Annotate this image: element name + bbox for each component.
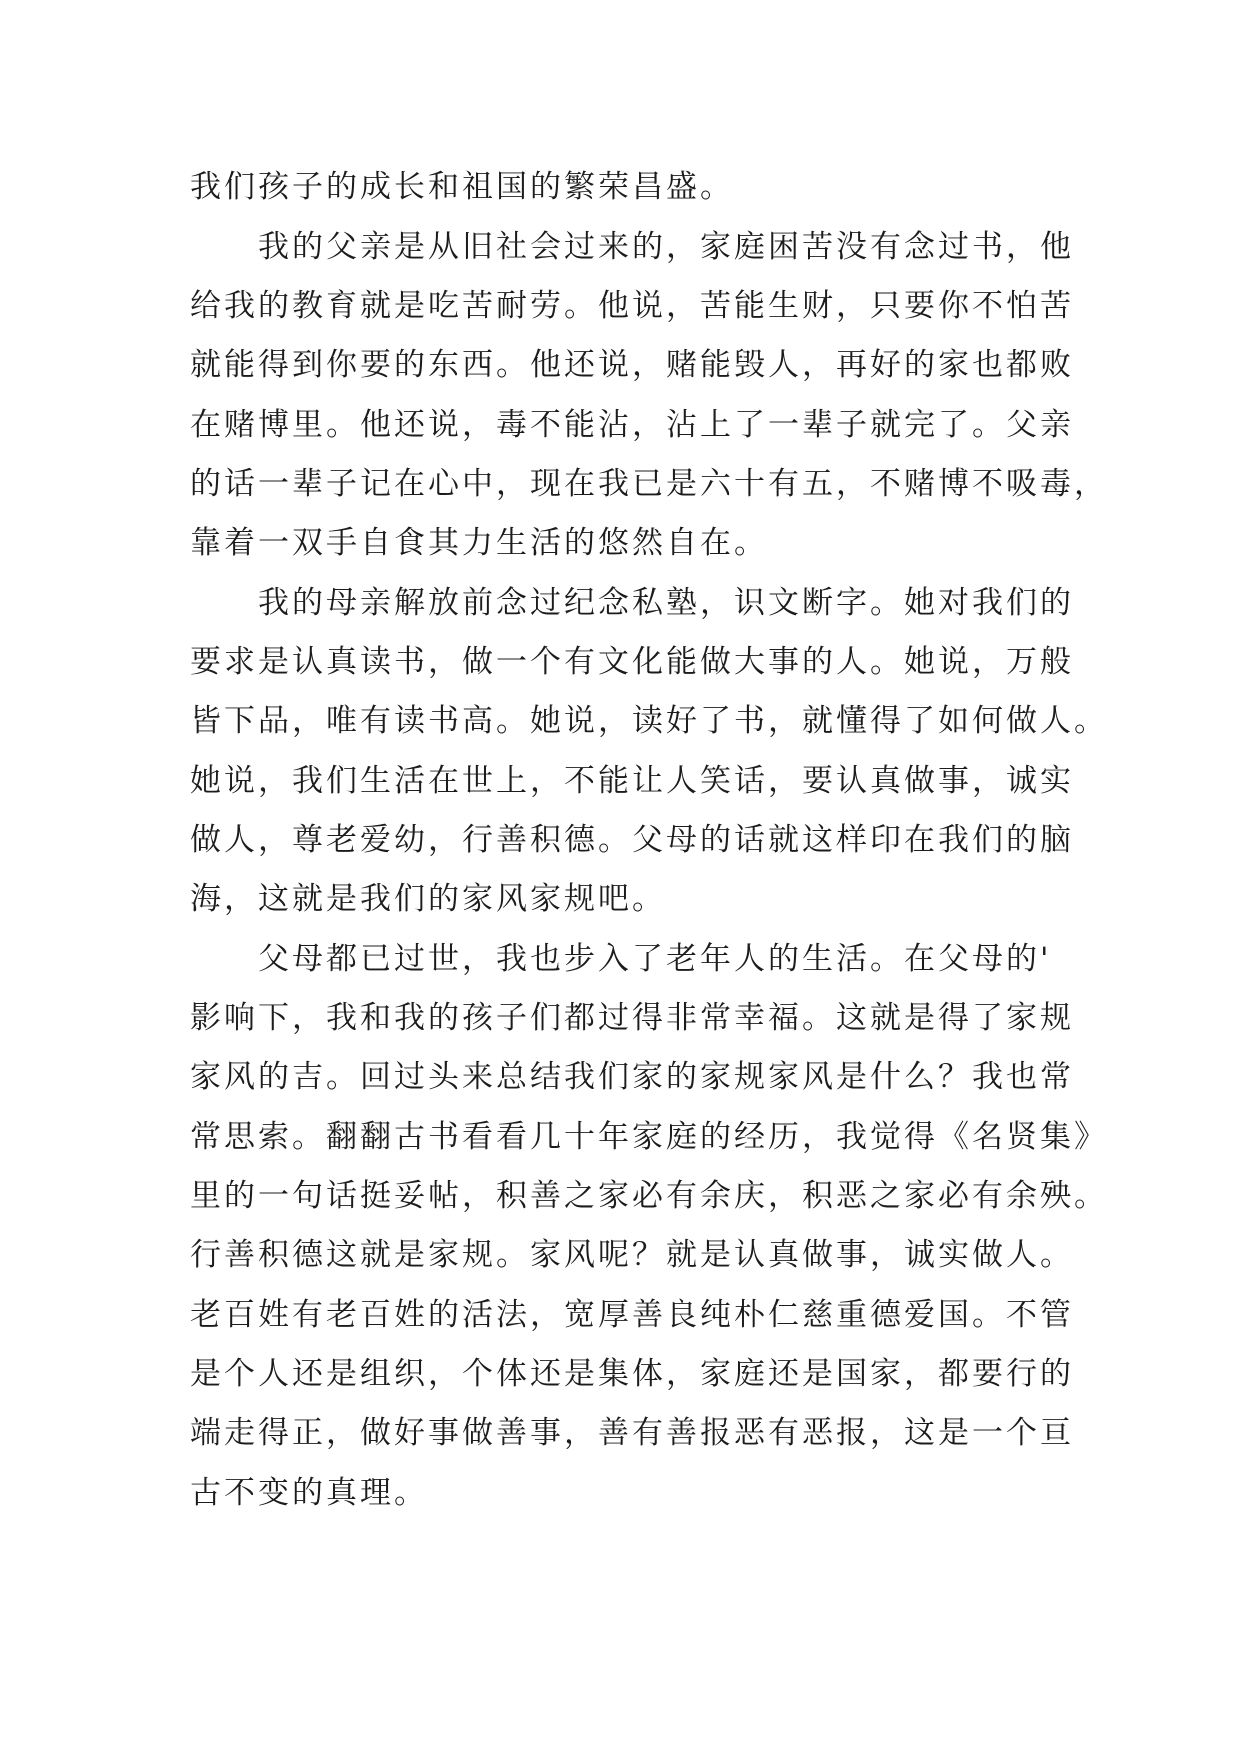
text-line: 靠着一双手自食其力生活的悠然自在。 xyxy=(190,525,768,561)
text-line: 给我的教育就是吃苦耐劳。他说，苦能生财，只要你不怕苦 xyxy=(190,288,1074,324)
text-line: 就能得到你要的东西。他还说，赌能毁人，再好的家也都败 xyxy=(190,347,1074,383)
text-line: 影响下，我和我的孩子们都过得非常幸福。这就是得了家规 xyxy=(190,1000,1074,1036)
text-line: 老百姓有老百姓的活法，宽厚善良纯朴仁慈重德爱国。不管 xyxy=(190,1297,1074,1333)
text-line: 皆下品，唯有读书高。她说，读好了书，就懂得了如何做人。 xyxy=(190,703,1108,739)
text-line: 海，这就是我们的家风家规吧。 xyxy=(190,881,666,917)
text-line: 是个人还是组织，个体还是集体，家庭还是国家，都要行的 xyxy=(190,1356,1074,1392)
paragraph-first-line: 我的母亲解放前念过纪念私塾，识文断字。她对我们的 xyxy=(258,585,1074,621)
text-line: 常思索。翻翻古书看看几十年家庭的经历，我觉得《名贤集》 xyxy=(190,1119,1108,1155)
text-line: 古不变的真理。 xyxy=(190,1475,428,1511)
text-line: 做人，尊老爱幼，行善积德。父母的话就这样印在我们的脑 xyxy=(190,822,1074,858)
text-line: 里的一句话挺妥帖，积善之家必有余庆，积恶之家必有余殃。 xyxy=(190,1178,1108,1214)
text-line: 要求是认真读书，做一个有文化能做大事的人。她说，万般 xyxy=(190,644,1074,680)
text-line: 家风的吉。回过头来总结我们家的家规家风是什么？我也常 xyxy=(190,1059,1074,1095)
text-line: 她说，我们生活在世上，不能让人笑话，要认真做事，诚实 xyxy=(190,763,1074,799)
paragraph-first-line: 我的父亲是从旧社会过来的，家庭困苦没有念过书，他 xyxy=(258,229,1074,265)
text-line: 行善积德这就是家规。家风呢？就是认真做事，诚实做人。 xyxy=(190,1237,1074,1273)
text-line: 端走得正，做好事做善事，善有善报恶有恶报，这是一个亘 xyxy=(190,1415,1074,1451)
text-line: 的话一辈子记在心中，现在我已是六十有五，不赌博不吸毒， xyxy=(190,466,1108,502)
text-line: 在赌博里。他还说，毒不能沾，沾上了一辈子就完了。父亲 xyxy=(190,407,1074,443)
text-line: 我们孩子的成长和祖国的繁荣昌盛。 xyxy=(190,169,734,205)
paragraph-first-line: 父母都已过世，我也步入了老年人的生活。在父母的' xyxy=(258,941,1052,977)
